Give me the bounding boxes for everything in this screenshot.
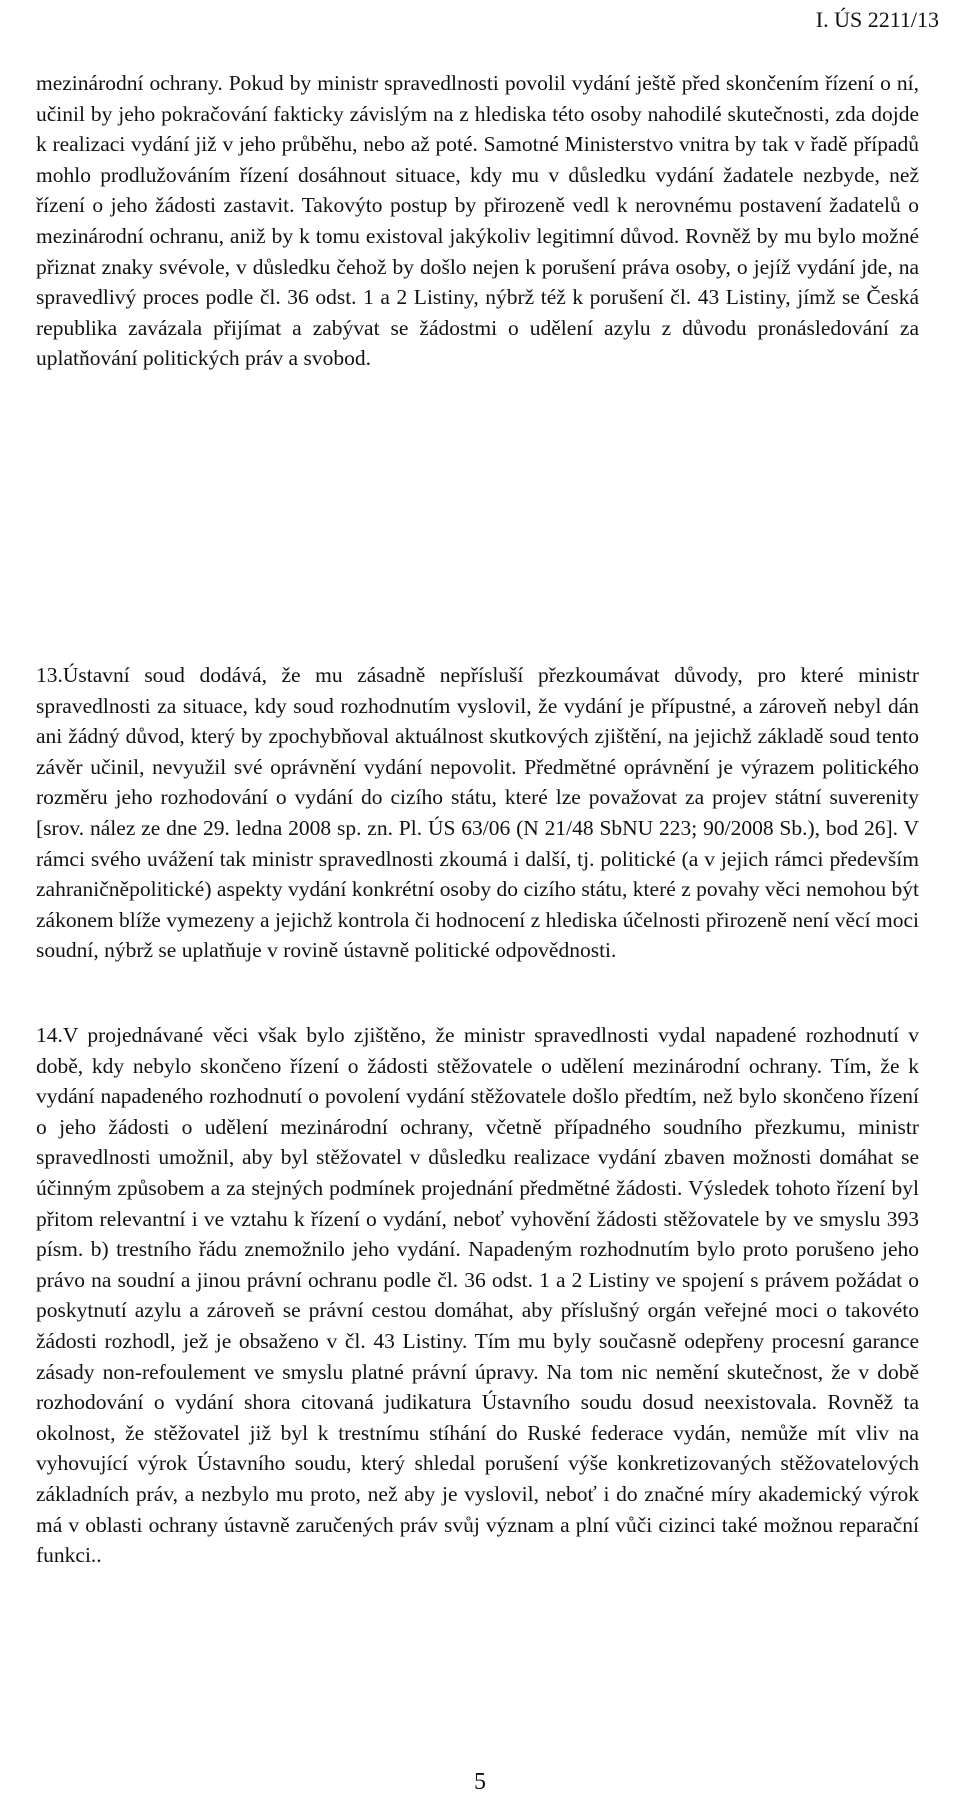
paragraph-14 <box>36 1020 919 1571</box>
paragraph-continuation <box>36 68 919 374</box>
paragraph-text: mezinárodní ochrany. Pokud by ministr spravedlnosti povolil vydání ještě před skončením řízení o ní, učinil by jeho pokračování fakticky závislým na z hlediska této osoby nahodilé skutečnosti, zda dojde k realizaci vydání již v jeho průběhu, nebo až poté. Samotné Ministerstvo vnitra by tak v řadě případů mohlo prodlužováním řízení dosáhnout situace, kdy mu v důsledku vydání žadatele nezbyde, než řízení o jeho žádosti zastavit. Takovýto postup by přirozeně vedl k nerovnému postavení žadatelů o mezinárodní ochranu, aniž by k tomu existoval jakýkoliv legitimní důvod. Rovněž by mu bylo možné přiznat znaky svévole, v důsledku čehož by došlo nejen k porušení práva osoby, o jejíž vydání jde, na spravedlivý proces podle čl. 36 odst. 1 a 2 Listiny, nýbrž též k porušení čl. 43 Listiny, jímž se Česká republika zavázala přijímat a zabývat se žádostmi o udělení azylu z důvodu pronásledování za uplatňování politických práv a svobod. <box>36 71 919 371</box>
paragraph-number: 14. <box>36 1023 63 1047</box>
paragraph-13 <box>36 660 919 966</box>
paragraph-text: Ústavní soud dodává, že mu zásadně nepřísluší přezkoumávat důvody, pro které ministr spravedlnosti za situace, kdy soud rozhodnutím vyslovil, že vydání je přípustné, a zároveň nebyl dán ani žádný důvod, který by zpochybňoval aktuálnost skutkových zjištění, na jejichž základě soud tento závěr učinil, nevyužil své oprávnění vydání nepovolit. Předmětné oprávnění je výrazem politického rozměru jeho rozhodování o vydání do cizího státu, které lze považovat za projev státní suverenity [srov. nález ze dne 29. ledna 2008 sp. zn. Pl. ÚS 63/06 (N 21/48 SbNU 223; 90/2008 Sb.), bod 26]. V rámci svého uvážení tak ministr spravedlnosti zkoumá i další, tj. politické (a v jejich rámci především zahraničněpolitické) aspekty vydání konkrétní osoby do cizího státu, které z povahy věci nemohou být zákonem blíže vymezeny a jejichž kontrola či hodnocení z hlediska účelnosti přirozeně není věcí moci soudní, nýbrž se uplatňuje v rovině ústavně politické odpovědnosti. <box>36 663 919 963</box>
paragraph-body <box>36 660 919 966</box>
paragraph-body <box>36 1020 919 1571</box>
paragraph-text: V projednávané věci však bylo zjištěno, že ministr spravedlnosti vydal napadené rozhodnutí v době, kdy nebylo skončeno řízení o žádosti stěžovatele o udělení mezinárodní ochrany. Tím, že k vydání napadeného rozhodnutí o povolení vydání stěžovatele došlo předtím, než bylo skončeno řízení o jeho žádosti o udělení mezinárodní ochrany, včetně případného soudního přezkumu, ministr spravedlnosti umožnil, aby byl stěžovatel v důsledku realizace vydání zbaven možnosti domáhat se účinným způsobem a za stejných podmínek projednání předmětné žádosti. Výsledek tohoto řízení byl přitom relevantní i ve vztahu k řízení o vydání, neboť vyhovění žádosti stěžovatele by ve smyslu 393 písm. b) trestního řádu znemožnilo jeho vydání. Napadeným rozhodnutím bylo proto porušeno jeho právo na soudní a jinou právní ochranu podle čl. 36 odst. 1 a 2 Listiny ve spojení s právem požádat o poskytnutí azylu a zároveň se právní cestou domáhat, aby příslušný orgán veřejné moci o takovéto žádosti rozhodl, jež je obsaženo v čl. 43 Listiny. Tím mu byly současně odepřeny procesní garance zásady non-refoulement ve smyslu platné právní úpravy. Na tom nic nemění skutečnost, že v době rozhodování o vydání shora citovaná judikatura Ústavního soudu dosud neexistovala. Rovněž ta okolnost, že stěžovatel již byl k trestnímu stíhání do Ruské federace vydán, nemůže mít vliv na vyhovující výrok Ústavního soudu, který shledal porušení výše konkretizovaných stěžovatelových základních práv, a nezbylo mu proto, než aby je vyslovil, neboť i do značné míry akademický výrok má v oblasti ochrany ústavně zaručených práv svůj význam a plní vůči cizinci také možnou reparační funkci.. <box>36 1023 919 1568</box>
case-number-header: I. ÚS 2211/13 <box>815 7 939 32</box>
paragraph-number: 13. <box>36 663 63 687</box>
page-number: 5 <box>474 1769 486 1795</box>
